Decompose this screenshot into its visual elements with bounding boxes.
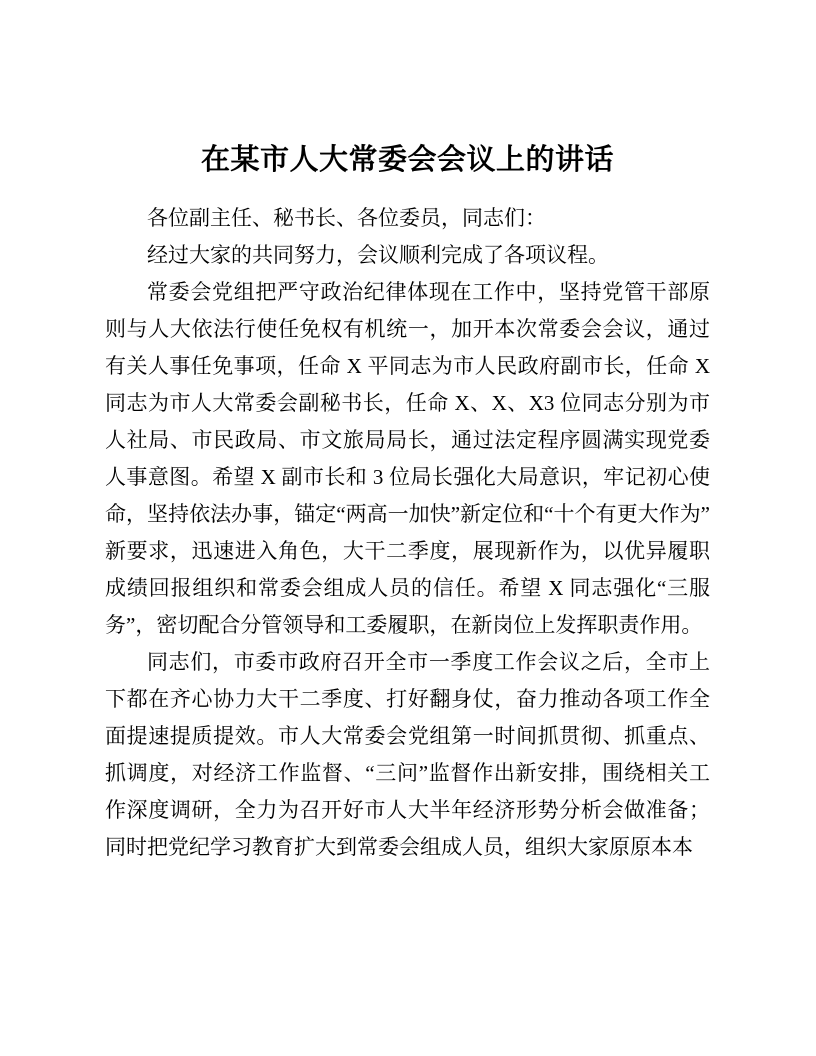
- document-title: 在某市人大常委会会议上的讲话: [200, 144, 614, 176]
- paragraph-work-deployment: 同志们，市委市政府召开全市一季度工作会议之后，全市上下都在齐心协力大干二季度、打好翻身仗，奋力推动各项工作全面提速提质提效。市人大常委会党组第一时间抓贯彻、抓重点、抓调度，对经济工作监督、“三问”监督作出新安排，围绕相关工作深度调研，全力为召开好市人大半年经济形势分析会做准备；同时把党纪学习教育扩大到常委会组成人员，组织大家原原本本: [105, 650, 710, 859]
- paragraph-appointments: 常委会党组把严守政治纪律体现在工作中，坚持党管干部原则与人大依法行使任免权有机统一，加开本次常委会会议，通过有关人事任免事项，任命 X 平同志为市人民政府副市长，任命 X 同志为市人大常委会副秘书长，任命 X、X、X3 位同志分别为市人社局、市民政局、市文旅局局长，通过法定程序圆满实现党委人事意图。希望 X 副市长和 3 位局长强化大局意识，牢记初心使命，坚持依法办事，锚定“两高一加快”新定位和“十个有更大作为”新要求，迅速进入角色，大干二季度，展现新作为，以优异履职成绩回报组织和常委会组成人员的信任。希望 X 同志强化“三服务”，密切配合分管领导和工委履职，在新岗位上发挥职责作用。: [105, 280, 710, 637]
- document-content: [105, 138, 710, 866]
- paragraph-greeting: 各位副主任、秘书长、各位委员，同志们：: [147, 206, 546, 230]
- paragraph-opening: 经过大家的共同努力，会议顺利完成了各项议程。: [147, 243, 609, 267]
